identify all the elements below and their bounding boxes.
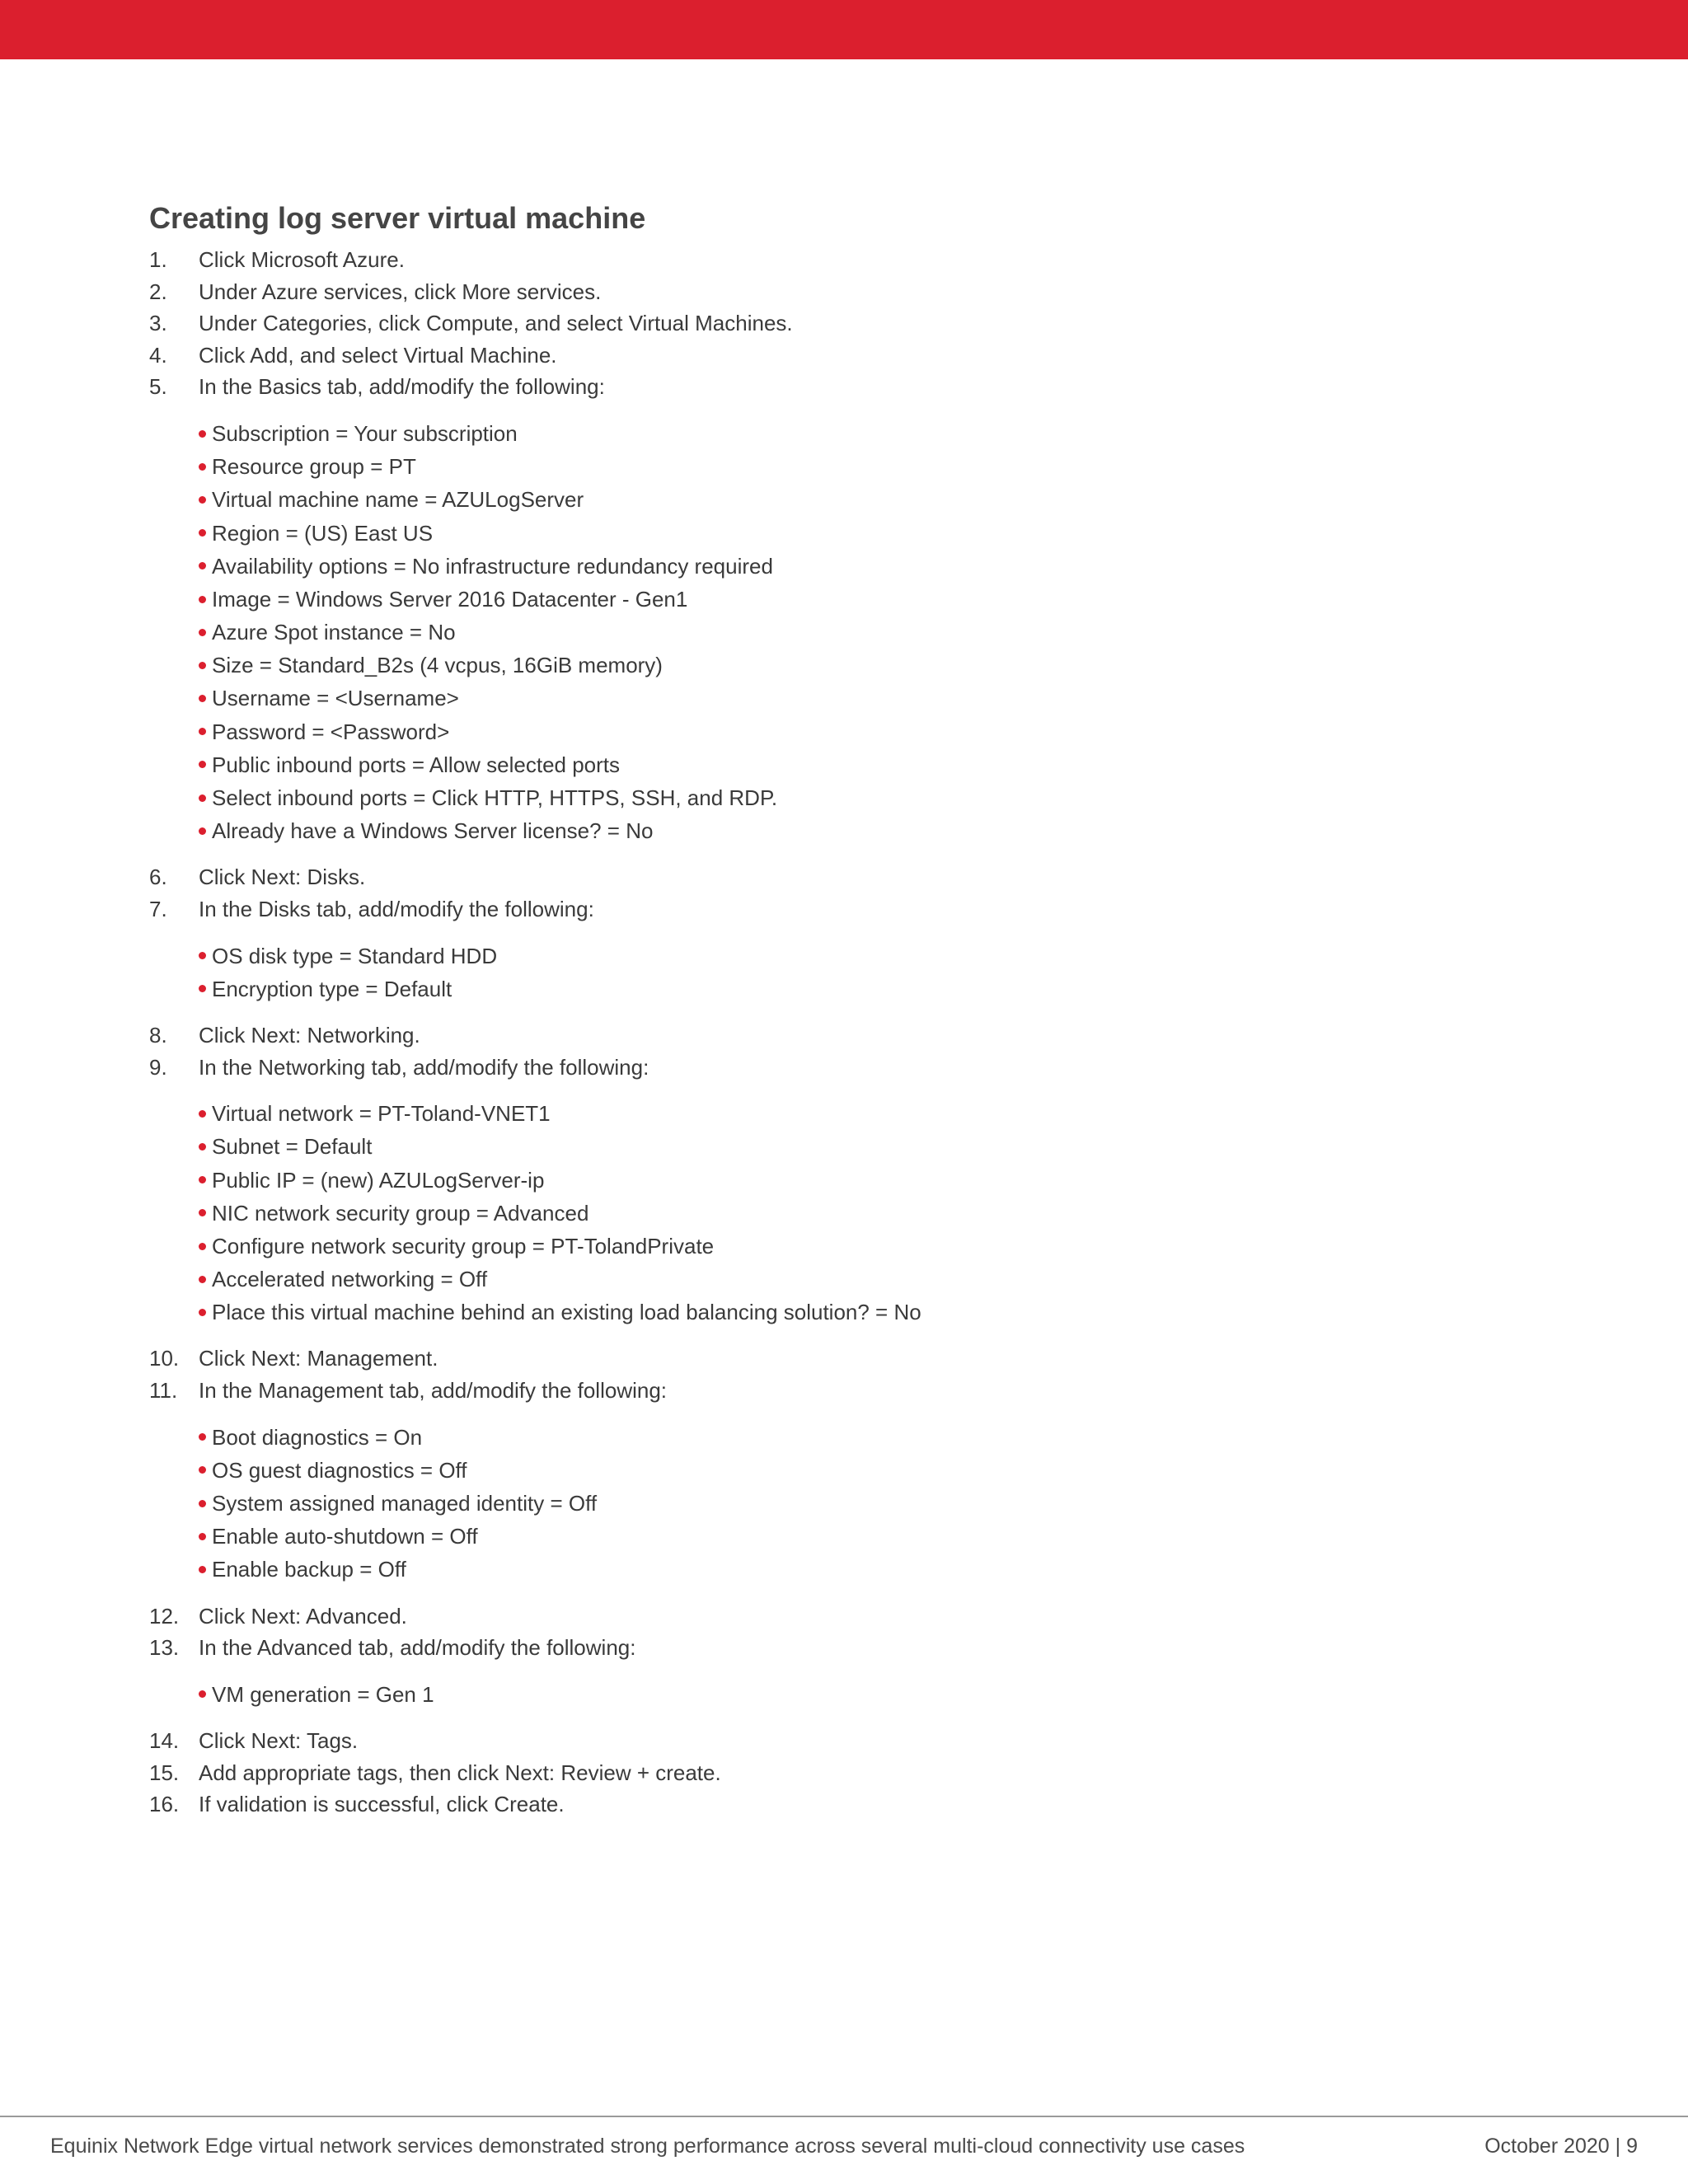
setting-text: Public IP = (new) AZULogServer-ip: [212, 1167, 545, 1193]
settings-bullet-list: [199, 417, 1550, 847]
bullet-dot-icon: [199, 1110, 206, 1118]
setting-bullet-item: [199, 1454, 1550, 1487]
setting-text: VM generation = Gen 1: [212, 1681, 434, 1707]
step-number: 10.: [149, 1346, 180, 1371]
step-item: [149, 340, 1550, 372]
bullet-dot-icon: [199, 695, 206, 702]
bullet-dot-icon: [199, 1309, 206, 1316]
step-number: 11.: [149, 1378, 178, 1404]
step-item: [149, 1788, 1550, 1821]
setting-text: Azure Spot instance = No: [212, 620, 456, 645]
bullet-dot-icon: [199, 1500, 206, 1507]
bullet-dot-icon: [199, 430, 206, 438]
setting-bullet-item: [199, 1230, 1550, 1263]
bullet-dot-icon: [199, 1176, 206, 1183]
step-number: 2.: [149, 279, 167, 304]
bullet-dot-icon: [199, 761, 206, 768]
setting-bullet-item: [199, 781, 1550, 814]
setting-bullet-item: [199, 1164, 1550, 1197]
step-item: [149, 861, 1550, 893]
step-number: 3.: [149, 311, 167, 336]
setting-text: Public inbound ports = Allow selected ports: [212, 752, 621, 777]
settings-bullet-list: [199, 1097, 1550, 1329]
bullet-dot-icon: [199, 1566, 206, 1573]
step-number: 4.: [149, 342, 167, 368]
setting-bullet-item: [199, 682, 1550, 715]
setting-text: Subnet = Default: [212, 1134, 373, 1160]
setting-bullet-item: [199, 1487, 1550, 1520]
bullet-dot-icon: [199, 1243, 206, 1250]
bullet-dot-icon: [199, 629, 206, 636]
step-text: If validation is successful, click Create.: [199, 1792, 565, 1817]
step-text: In the Advanced tab, add/modify the following:: [199, 1635, 636, 1661]
setting-bullet-item: [199, 583, 1550, 616]
setting-bullet-item: [199, 616, 1550, 649]
setting-text: Configure network security group = PT-TolandPrivate: [212, 1233, 715, 1258]
setting-bullet-item: [199, 483, 1550, 516]
setting-bullet-item: [199, 450, 1550, 483]
step-item: [149, 1601, 1550, 1633]
step-text: Click Next: Management.: [199, 1346, 438, 1371]
section-title: Creating log server virtual machine: [149, 201, 646, 235]
bullet-dot-icon: [199, 463, 206, 471]
setting-bullet-item: [199, 649, 1550, 682]
setting-bullet-item: [199, 550, 1550, 583]
step-text: Under Categories, click Compute, and select Virtual Machines.: [199, 311, 793, 336]
steps-list: [149, 244, 1550, 1821]
step-number: 16.: [149, 1792, 180, 1817]
bullet-dot-icon: [199, 985, 206, 992]
bullet-dot-icon: [199, 728, 206, 735]
step-item: [149, 1632, 1550, 1664]
bullet-dot-icon: [199, 1466, 206, 1474]
step-text: In the Disks tab, add/modify the following:: [199, 897, 594, 921]
bullet-dot-icon: [199, 596, 206, 603]
setting-text: Select inbound ports = Click HTTP, HTTPS, SSH, and RDP.: [212, 785, 778, 811]
step-text: Click Next: Advanced.: [199, 1603, 407, 1629]
setting-text: Image = Windows Server 2016 Datacenter - Gen1: [212, 586, 688, 612]
setting-bullet-item: [199, 1263, 1550, 1296]
step-number: 13.: [149, 1635, 180, 1661]
setting-bullet-item: [199, 940, 1550, 972]
setting-bullet-item: [199, 972, 1550, 1005]
step-text: Add appropriate tags, then click Next: Review + create.: [199, 1760, 721, 1785]
step-number: 15.: [149, 1760, 180, 1785]
step-text: In the Basics tab, add/modify the following:: [199, 374, 605, 400]
bullet-dot-icon: [199, 1433, 206, 1441]
setting-bullet-item: [199, 1097, 1550, 1130]
step-text: Click Next: Tags.: [199, 1727, 359, 1753]
step-text: Click Next: Networking.: [199, 1022, 420, 1047]
step-item: [149, 307, 1550, 340]
step-item: [149, 893, 1550, 926]
step-text: In the Management tab, add/modify the following:: [199, 1378, 668, 1404]
header-red-bar: [0, 0, 1688, 59]
step-number: 5.: [149, 374, 167, 400]
step-number: 1.: [149, 247, 167, 272]
settings-bullet-list: [199, 1421, 1550, 1586]
step-text: Click Microsoft Azure.: [199, 247, 405, 272]
setting-text: Subscription = Your subscription: [212, 420, 518, 446]
setting-text: Encryption type = Default: [212, 976, 452, 1001]
bullet-dot-icon: [199, 827, 206, 835]
bullet-dot-icon: [199, 562, 206, 569]
step-text: In the Networking tab, add/modify the following:: [199, 1054, 649, 1080]
setting-text: NIC network security group = Advanced: [212, 1200, 589, 1226]
step-item: [149, 1375, 1550, 1407]
step-text: Click Next: Disks.: [199, 865, 366, 890]
setting-text: Place this virtual machine behind an existing load balancing solution? = No: [212, 1300, 921, 1325]
setting-bullet-item: [199, 1553, 1550, 1586]
setting-text: Already have a Windows Server license? = No: [212, 818, 654, 844]
bullet-dot-icon: [199, 1276, 206, 1283]
setting-text: Virtual machine name = AZULogServer: [212, 487, 584, 513]
bullet-dot-icon: [199, 1533, 206, 1540]
setting-text: Username = <Username>: [212, 686, 459, 711]
step-number: 8.: [149, 1022, 167, 1047]
document-body: [149, 198, 1550, 1821]
setting-text: Availability options = No infrastructure redundancy required: [212, 553, 773, 579]
footer-caption: Equinix Network Edge virtual network services demonstrated strong performance across several multi-cloud connectivity use cases: [50, 2135, 1245, 2158]
step-item: [149, 1019, 1550, 1052]
setting-text: Enable auto-shutdown = Off: [212, 1524, 478, 1549]
bullet-dot-icon: [199, 1209, 206, 1216]
bullet-dot-icon: [199, 662, 206, 669]
step-item: [149, 371, 1550, 403]
bullet-dot-icon: [199, 529, 206, 537]
setting-bullet-item: [199, 748, 1550, 781]
setting-text: Enable backup = Off: [212, 1557, 406, 1582]
step-text: Click Add, and select Virtual Machine.: [199, 342, 557, 368]
setting-text: Accelerated networking = Off: [212, 1267, 488, 1292]
footer-date-page: October 2020 | 9: [1484, 2135, 1638, 2158]
bullet-dot-icon: [199, 1143, 206, 1151]
step-number: 7.: [149, 897, 167, 921]
bullet-dot-icon: [199, 1690, 206, 1698]
step-number: 12.: [149, 1603, 180, 1629]
setting-bullet-item: [199, 1421, 1550, 1454]
step-item: [149, 1343, 1550, 1375]
setting-bullet-item: [199, 1520, 1550, 1553]
step-text: Under Azure services, click More services.: [199, 279, 602, 304]
bullet-dot-icon: [199, 794, 206, 802]
step-number: 6.: [149, 865, 167, 890]
setting-bullet-item: [199, 1678, 1550, 1711]
bullet-dot-icon: [199, 496, 206, 504]
setting-bullet-item: [199, 517, 1550, 550]
setting-text: Size = Standard_B2s (4 vcpus, 16GiB memory): [212, 653, 663, 678]
setting-text: OS disk type = Standard HDD: [212, 943, 498, 968]
setting-bullet-item: [199, 814, 1550, 847]
step-item: [149, 276, 1550, 308]
step-item: [149, 1757, 1550, 1789]
setting-text: Resource group = PT: [212, 454, 416, 480]
setting-bullet-item: [199, 417, 1550, 450]
setting-text: System assigned managed identity = Off: [212, 1491, 598, 1516]
step-item: [149, 1052, 1550, 1084]
settings-bullet-list: [199, 1678, 1550, 1711]
setting-text: Virtual network = PT-Toland-VNET1: [212, 1101, 551, 1127]
setting-text: OS guest diagnostics = Off: [212, 1457, 467, 1483]
setting-text: Region = (US) East US: [212, 520, 434, 546]
setting-text: Password = <Password>: [212, 719, 450, 744]
setting-bullet-item: [199, 1296, 1550, 1329]
step-number: 14.: [149, 1727, 180, 1753]
step-item: [149, 1725, 1550, 1757]
settings-bullet-list: [199, 940, 1550, 1005]
setting-bullet-item: [199, 1197, 1550, 1230]
setting-text: Boot diagnostics = On: [212, 1424, 423, 1450]
setting-bullet-item: [199, 715, 1550, 748]
footer-divider: [0, 2116, 1688, 2117]
step-item: [149, 244, 1550, 276]
setting-bullet-item: [199, 1130, 1550, 1163]
step-number: 9.: [149, 1054, 167, 1080]
bullet-dot-icon: [199, 952, 206, 959]
